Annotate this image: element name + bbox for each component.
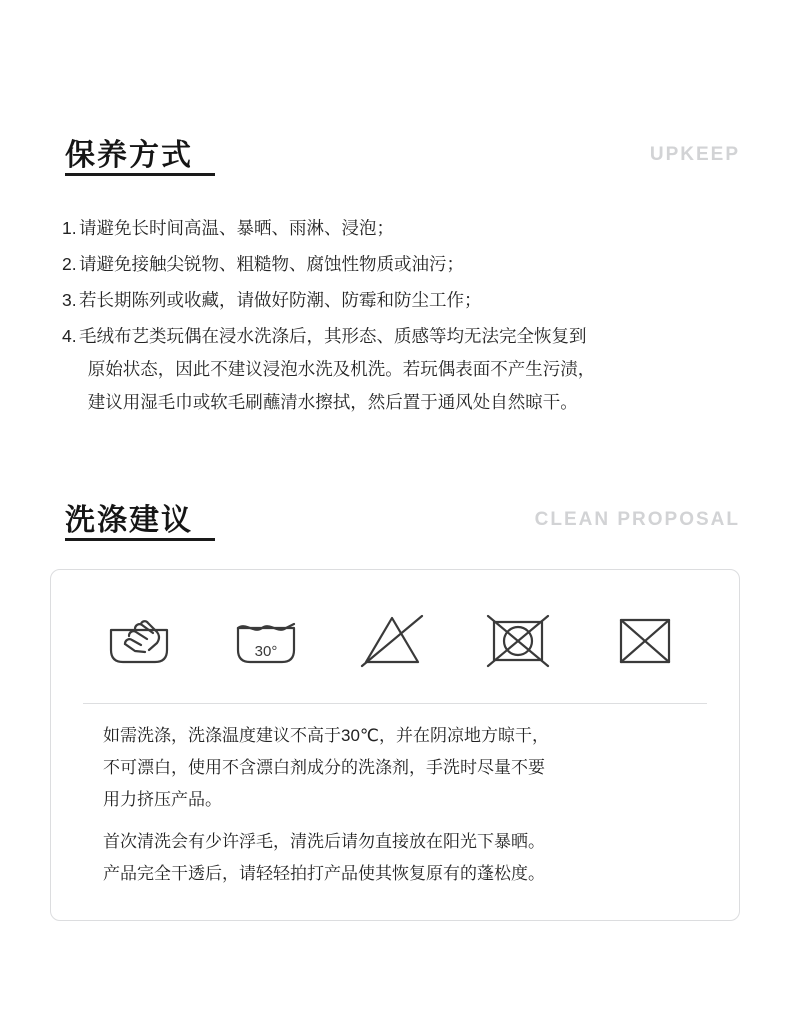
clean-proposal-section xyxy=(0,495,790,921)
upkeep-section xyxy=(0,130,790,422)
wash-care-card xyxy=(50,569,740,921)
wash-line: 首次清洗会有少许浮毛，清洗后请勿直接放在阳光下暴晒。 xyxy=(103,832,545,851)
wash-paragraph-2 xyxy=(103,826,687,890)
list-item xyxy=(62,284,734,317)
clean-heading xyxy=(50,495,740,541)
list-item xyxy=(62,212,734,245)
list-item-text: 若长期陈列或收藏，请做好防潮、防霉和防尘工作； xyxy=(79,290,482,310)
clean-title-cn: 洗涤建议 xyxy=(65,504,193,537)
wash-instructions xyxy=(51,720,739,890)
upkeep-underline xyxy=(65,173,215,176)
list-item-text-block xyxy=(79,320,734,419)
upkeep-title-cn: 保养方式 xyxy=(65,139,193,172)
no-tumble-dry-icon xyxy=(475,604,567,676)
list-item-number: 2. xyxy=(62,254,77,274)
list-item-line: 原始状态，因此不建议浸泡水洗及机洗。若玩偶表面不产生污渍， xyxy=(87,359,596,379)
no-bleach-icon xyxy=(349,604,441,676)
upkeep-heading xyxy=(50,130,740,176)
wash-line: 产品完全干透后，请轻轻拍打产品使其恢复原有的蓬松度。 xyxy=(103,864,545,883)
card-divider xyxy=(83,703,707,704)
list-item-number: 1. xyxy=(62,218,77,238)
no-dry-clean-icon xyxy=(602,604,694,676)
list-item-text: 请避免接触尖锐物、粗糙物、腐蚀性物质或油污； xyxy=(79,254,464,274)
list-item xyxy=(62,248,734,281)
wash-temp-30-icon xyxy=(223,604,315,676)
list-item xyxy=(62,320,734,419)
list-item-number: 4. xyxy=(62,326,77,346)
upkeep-list xyxy=(62,212,734,419)
list-item-number: 3. xyxy=(62,290,77,310)
hand-wash-icon xyxy=(96,604,188,676)
list-item-text: 请避免长时间高温、暴晒、雨淋、浸泡； xyxy=(79,218,394,238)
wash-line: 不可漂白，使用不含漂白剂成分的洗涤剂，手洗时尽量不要 xyxy=(103,758,545,777)
svg-text:30°: 30° xyxy=(254,643,277,660)
clean-title-en: CLEAN PROPOSAL xyxy=(534,509,740,530)
list-item-line: 建议用湿毛巾或软毛刷蘸清水擦拭，然后置于通风处自然晾干。 xyxy=(87,392,578,412)
list-item-line: 毛绒布艺类玩偶在浸水洗涤后，其形态、质感等均无法完全恢复到 xyxy=(79,326,587,346)
clean-underline xyxy=(65,538,215,541)
wash-line: 用力挤压产品。 xyxy=(103,790,222,809)
wash-line: 如需洗涤，洗涤温度建议不高于30℃，并在阴凉地方晾干， xyxy=(103,726,549,745)
upkeep-title-en: UPKEEP xyxy=(649,144,740,165)
care-symbol-row xyxy=(51,570,739,676)
wash-paragraph-1 xyxy=(103,720,687,816)
